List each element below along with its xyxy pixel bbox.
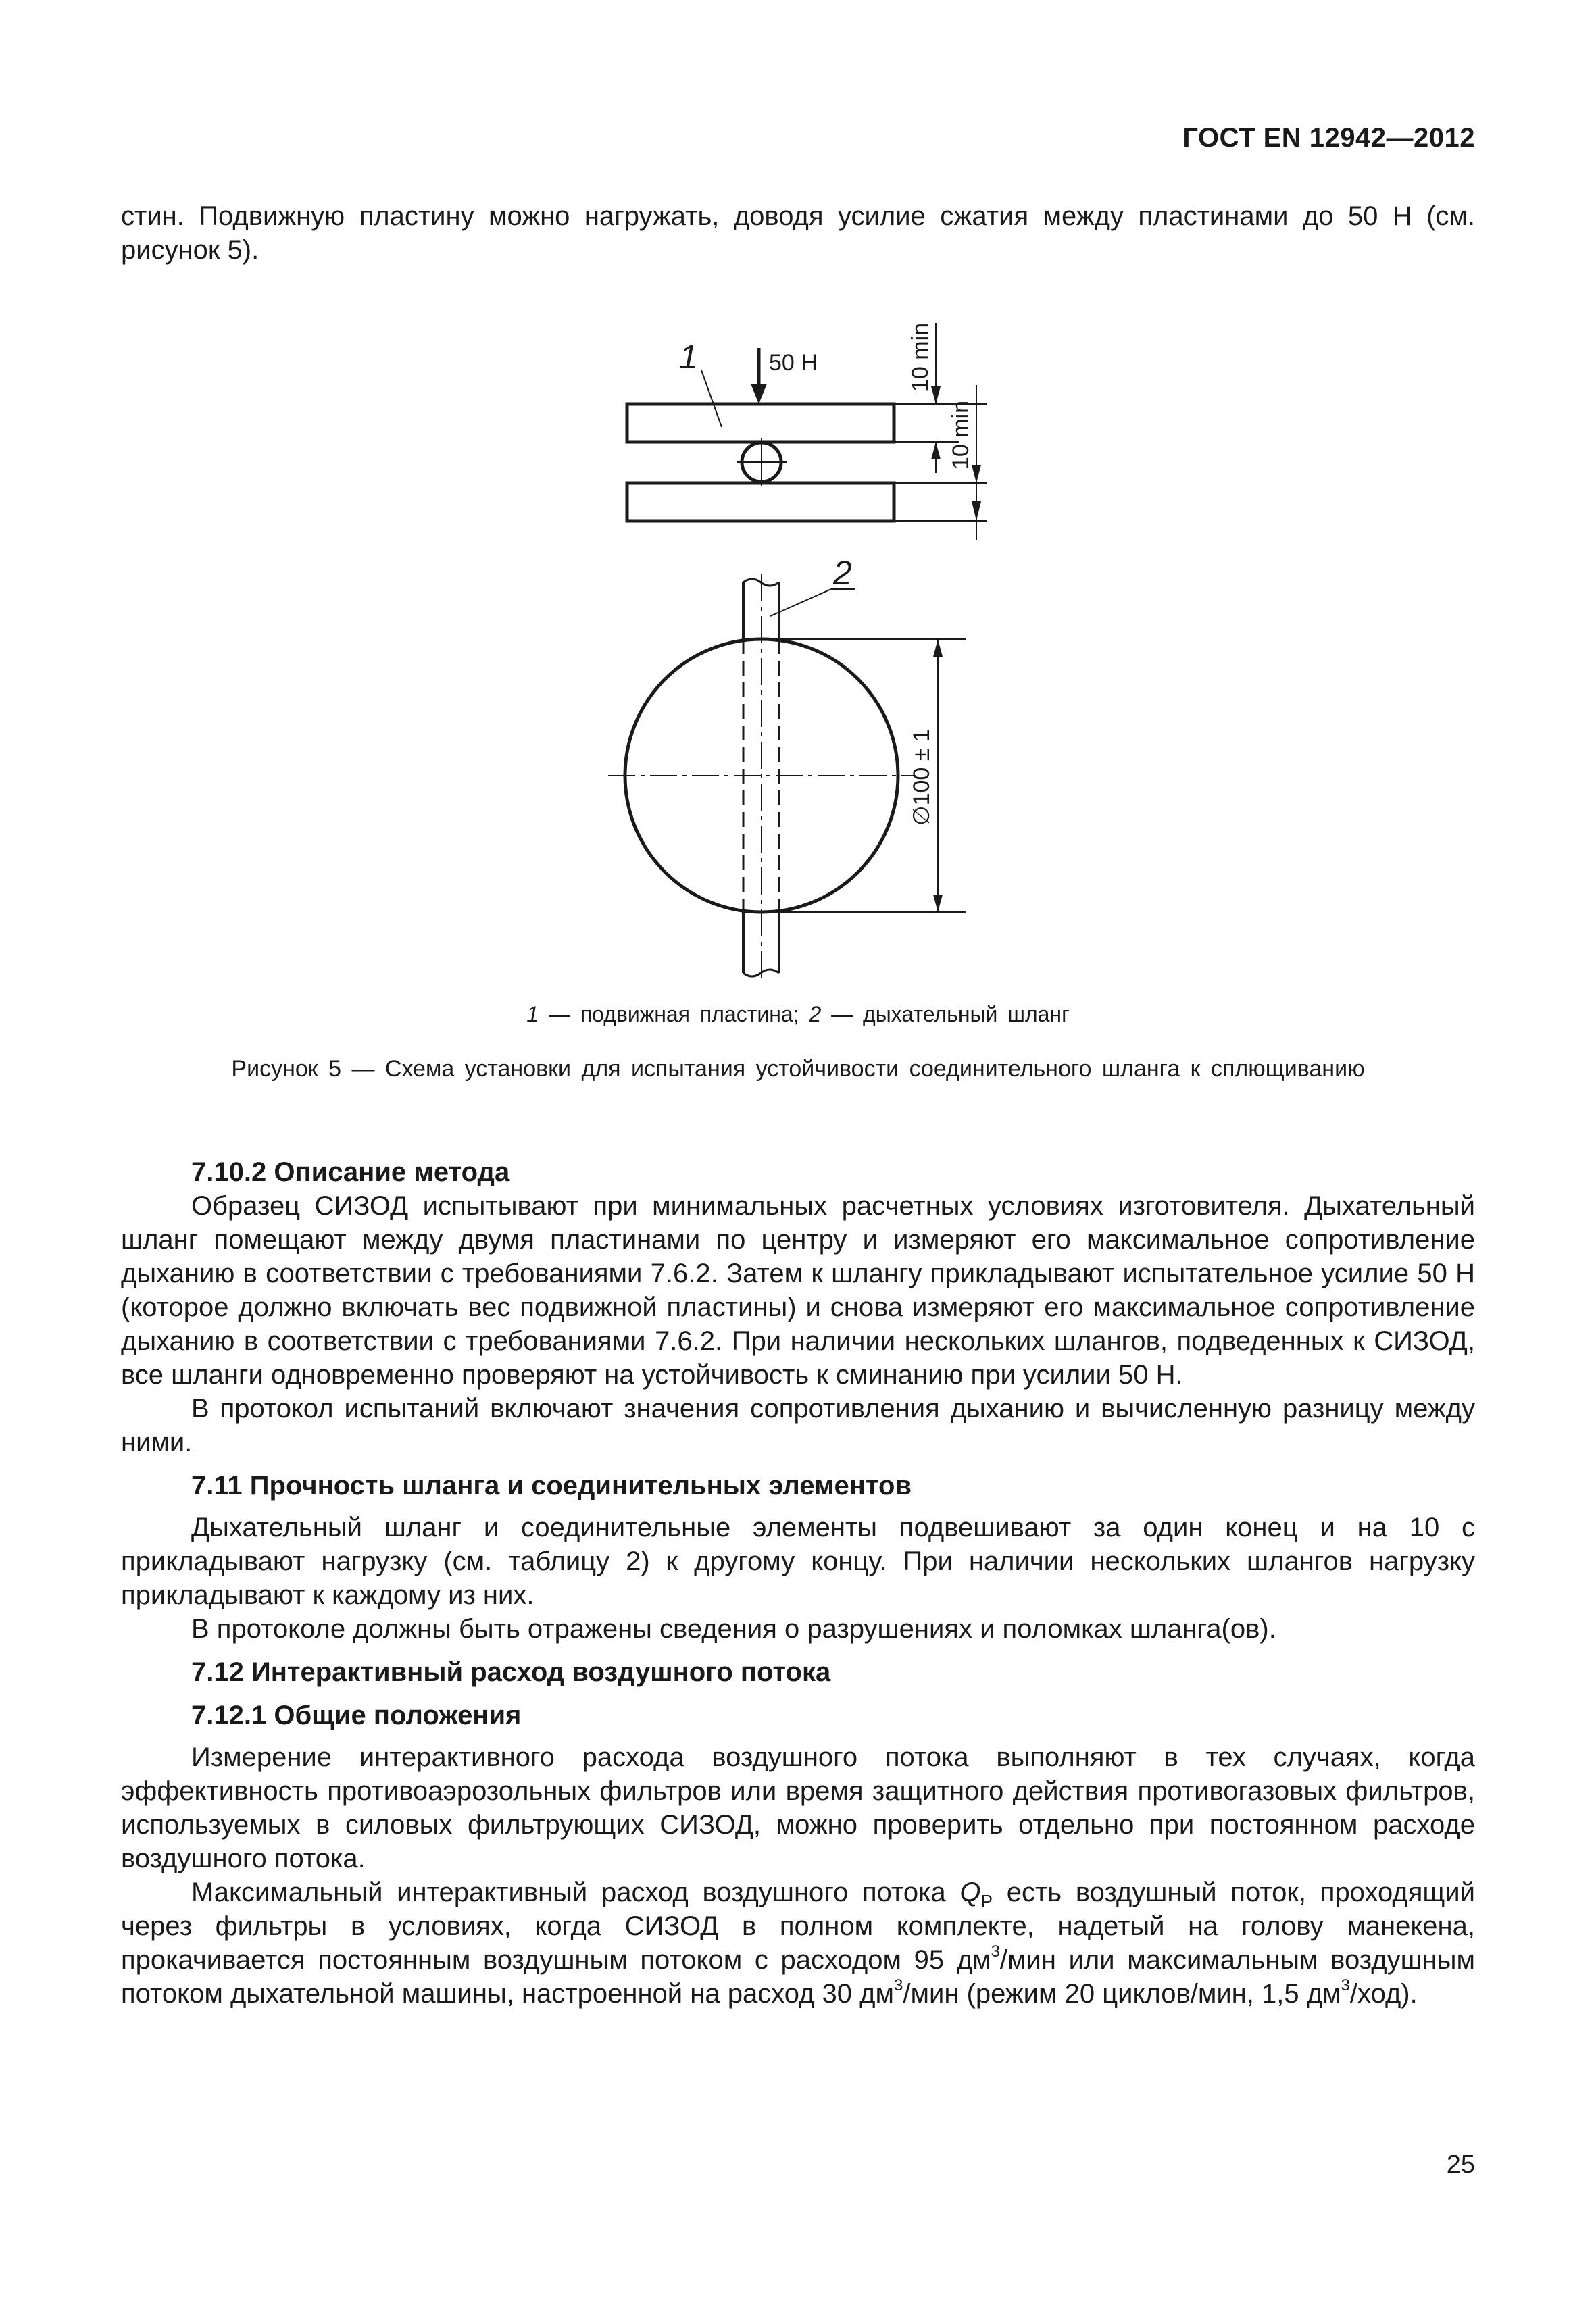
fixed-plate <box>627 483 894 521</box>
dim-top-label: 10 min <box>907 322 933 392</box>
section-7-10-2-p1: Образец СИЗОД испытывают при минимальных расчетных условиях изготовителя. Дыхательный шланг помещают между двумя пластинами по центру и измеряют его максимальное сопротивление дыханию в соответствии с требованиями 7.6.2. Затем к шлангу прикладывают испытательное усилие 50 Н (которое должно включать вес подвижной пластины) и снова измеряют его максимальное сопротивление дыханию в соответствии с требованиями 7.6.2. При наличии нескольких шлангов, подведенных к СИЗОД, все шланги одновременно проверяют на устойчивость к сминанию при усилии 50 Н. <box>121 1191 1475 1390</box>
legend-text-1: — подвижная пластина; <box>539 1002 809 1026</box>
movable-plate <box>627 404 894 442</box>
legend-text-2: — дыхательный шланг <box>821 1002 1070 1026</box>
diameter-label: ∅100 ± 1 <box>909 729 934 826</box>
force-label: 50 Н <box>769 350 818 376</box>
figure-legend <box>0 1002 1596 1027</box>
figure-caption: Рисунок 5 — Схема установки для испытания устойчивости соединительного шланга к сплющиванию <box>231 1056 1365 1082</box>
legend-num-1: 1 <box>526 1002 539 1026</box>
section-7-11-p1: Дыхательный шланг и соединительные элементы подвешивают за один конец и на 10 с прикладывают нагрузку (см. таблицу 2) к другому концу. При наличии нескольких шлангов нагрузку прикладывают к каждому из них. <box>121 1513 1475 1610</box>
section-7-10-2-p2: В протокол испытаний включают значения сопротивления дыханию и вычисленную разницу между ними. <box>121 1394 1475 1457</box>
page-number: 25 <box>1446 2150 1475 2179</box>
figure-5-drawing <box>0 0 1596 1000</box>
section-7-12-1-title: 7.12.1 Общие положения <box>191 1701 522 1730</box>
item-2-label: 2 <box>833 554 852 592</box>
item-1-label: 1 <box>679 338 698 376</box>
legend-num-2: 2 <box>809 1002 822 1026</box>
q-symbol: Q <box>959 1878 981 1907</box>
force-arrow <box>751 348 767 404</box>
dim-gap-label: 10 min <box>948 400 974 470</box>
body-text <box>121 1155 1475 2011</box>
section-7-12-title: 7.12 Интерактивный расход воздушного потока <box>191 1657 831 1687</box>
section-7-10-2-title: 7.10.2 Описание метода <box>191 1157 510 1187</box>
section-7-11-title: 7.11 Прочность шланга и соединительных элементов <box>191 1471 912 1501</box>
section-7-12-1-p1: Измерение интерактивного расхода воздушного потока выполняют в тех случаях, когда эффективность противоаэрозольных фильтров или время защитного действия противогазовых фильтров, используемых в силовых фильтрующих СИЗОД, можно проверить отдельно при постоянном расходе воздушного потока. <box>121 1742 1475 1873</box>
document-header: ГОСТ EN 12942—2012 <box>1182 123 1475 153</box>
intro-text: стин. Подвижную пластину можно нагружать, доводя усилие сжатия между пластинами до 50 Н (см. рисунок 5). <box>121 201 1475 265</box>
section-7-12-1-p2: Максимальный интерактивный расход воздушного потока $Q_P$ есть воздушный поток, проходящий через фильтры в условиях, когда СИЗОД в полном комплекте, надетый на голову манекена, прокачивается постоянным воздушным потоком с расходом 95 $дм^3$/мин или максимальным воздушным потоком дыхательной машины, настроенной на расход 30 $дм^3$/мин (режим 20 циклов/мин, 1,5 $дм^3/ход$). <box>121 1878 1476 2009</box>
section-7-11-p2: В протоколе должны быть отражены сведения о разрушениях и поломках шланга(ов). <box>191 1614 1276 1644</box>
